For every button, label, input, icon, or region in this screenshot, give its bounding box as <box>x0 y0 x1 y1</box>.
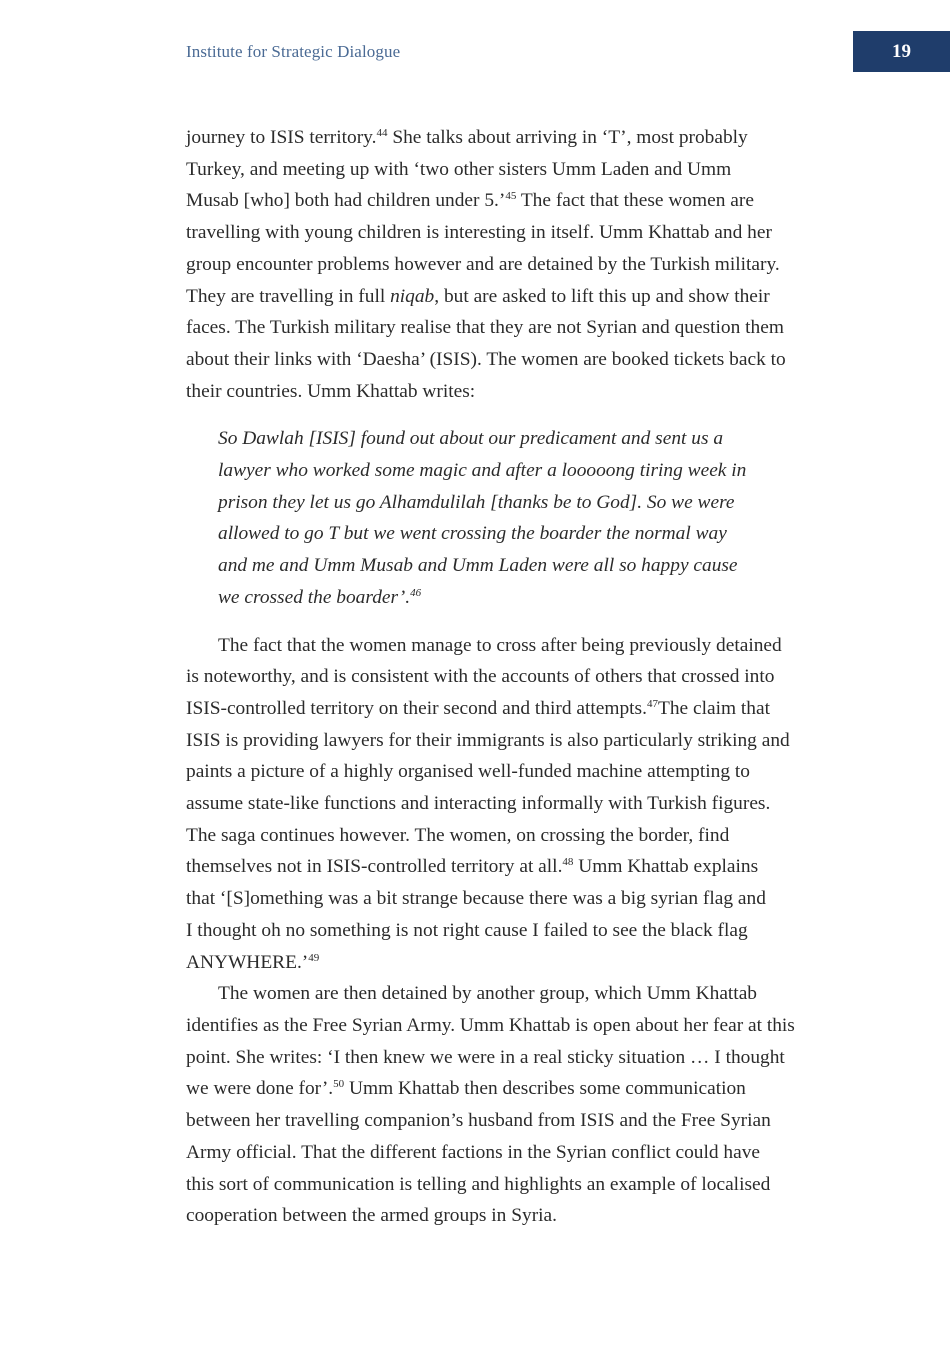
footnote-ref-46[interactable]: 46 <box>410 586 422 599</box>
quote-line: lawyer who worked some magic and after a looooong tiring week in <box>218 460 747 482</box>
footnote-ref-47[interactable]: 47 <box>646 697 658 710</box>
page-number: 19 <box>853 31 950 72</box>
text-line: ISIS is providing lawyers for their immigrants is also particularly striking and <box>186 729 790 751</box>
text-line: cooperation between the armed groups in Syria. <box>186 1205 557 1227</box>
text-line: between her travelling companion’s husband from ISIS and the Free Syrian <box>186 1110 771 1132</box>
body-text <box>186 122 816 1232</box>
text-span: She talks about arriving in ‘T’, most probably <box>387 127 748 148</box>
text-line: Army official. That the different factions in the Syrian conflict could have <box>186 1141 761 1163</box>
text-line: is noteworthy, and is consistent with the accounts of others that crossed into <box>186 666 775 688</box>
text-line: The women are then detained by another group, which Umm Khattab <box>218 983 757 1005</box>
text-line: that ‘[S]omething was a bit strange because there was a big syrian flag and <box>186 888 766 910</box>
text-line <box>186 1073 816 1105</box>
footnote-ref-44[interactable]: 44 <box>376 127 388 139</box>
text-line <box>186 185 816 217</box>
text-span: They are travelling in full <box>186 285 391 307</box>
text-line: this sort of communication is telling and highlights an example of localised <box>186 1173 771 1195</box>
text-line <box>186 851 816 883</box>
text-line: point. She writes: ‘I then knew we were in a real sticky situation … I thought <box>186 1046 785 1068</box>
paragraph-3 <box>186 978 816 1232</box>
text-span: ANYWHERE.’ <box>186 951 309 973</box>
text-line: Turkey, and meeting up with ‘two other sisters Umm Laden and Umm <box>186 158 732 180</box>
text-span: Umm Khattab explains <box>573 856 759 878</box>
text-line: The fact that the women manage to cross after being previously detained <box>218 634 782 656</box>
text-line: identifies as the Free Syrian Army. Umm Khattab is open about her fear at this <box>186 1014 795 1036</box>
quote-line: allowed to go T but we went crossing the boarder the normal way <box>218 523 727 545</box>
footnote-ref-50[interactable]: 50 <box>333 1078 345 1091</box>
paragraph-1 <box>186 122 816 407</box>
text-span: we crossed the boarder’. <box>218 586 411 608</box>
text-line <box>186 947 816 979</box>
quote-line: and me and Umm Musab and Umm Laden were all so happy cause <box>218 555 738 577</box>
text-span: themselves not in ISIS-controlled territory at all. <box>186 856 563 878</box>
text-line: assume state-like functions and interacting informally with Turkish figures. <box>186 793 771 815</box>
block-quote <box>218 423 816 613</box>
footnote-ref-49[interactable]: 49 <box>308 951 320 964</box>
text-line <box>186 122 816 154</box>
text-line: faces. The Turkish military realise that they are not Syrian and question them <box>186 317 784 339</box>
text-line <box>186 281 816 313</box>
quote-line: So Dawlah [ISIS] found out about our predicament and sent us a <box>218 428 724 450</box>
footnote-ref-48[interactable]: 48 <box>562 856 574 869</box>
text-line: group encounter problems however and are detained by the Turkish military. <box>186 253 780 275</box>
text-span: Musab [who] both had children under 5.’ <box>186 190 506 212</box>
text-line: their countries. Umm Khattab writes: <box>186 380 476 402</box>
italic-term-niqab: niqab <box>390 285 435 307</box>
text-span: journey to ISIS territory. <box>186 127 377 148</box>
text-span: The claim that <box>657 697 770 719</box>
text-span: Umm Khattab then describes some communication <box>344 1078 746 1100</box>
paragraph-2 <box>186 630 816 979</box>
text-span: ISIS-controlled territory on their second and third attempts. <box>186 697 647 719</box>
footnote-ref-45[interactable]: 45 <box>505 190 517 203</box>
text-line: about their links with ‘Daesha’ (ISIS). The women are booked tickets back to <box>186 348 786 370</box>
text-line: The saga continues however. The women, on crossing the border, find <box>186 824 730 846</box>
text-line <box>186 693 816 725</box>
quote-line: prison they let us go Alhamdulilah [thanks be to God]. So we were <box>218 491 735 513</box>
quote-line <box>218 582 816 614</box>
text-span: The fact that these women are <box>516 190 754 212</box>
text-line: travelling with young children is interesting in itself. Umm Khattab and her <box>186 222 772 244</box>
running-header-title: Institute for Strategic Dialogue <box>186 42 401 61</box>
text-span: , but are asked to lift this up and show their <box>434 285 770 307</box>
text-line: I thought oh no something is not right cause I failed to see the black flag <box>186 919 748 941</box>
text-line: paints a picture of a highly organised well-funded machine attempting to <box>186 761 750 783</box>
text-span: we were done for’. <box>186 1078 334 1100</box>
